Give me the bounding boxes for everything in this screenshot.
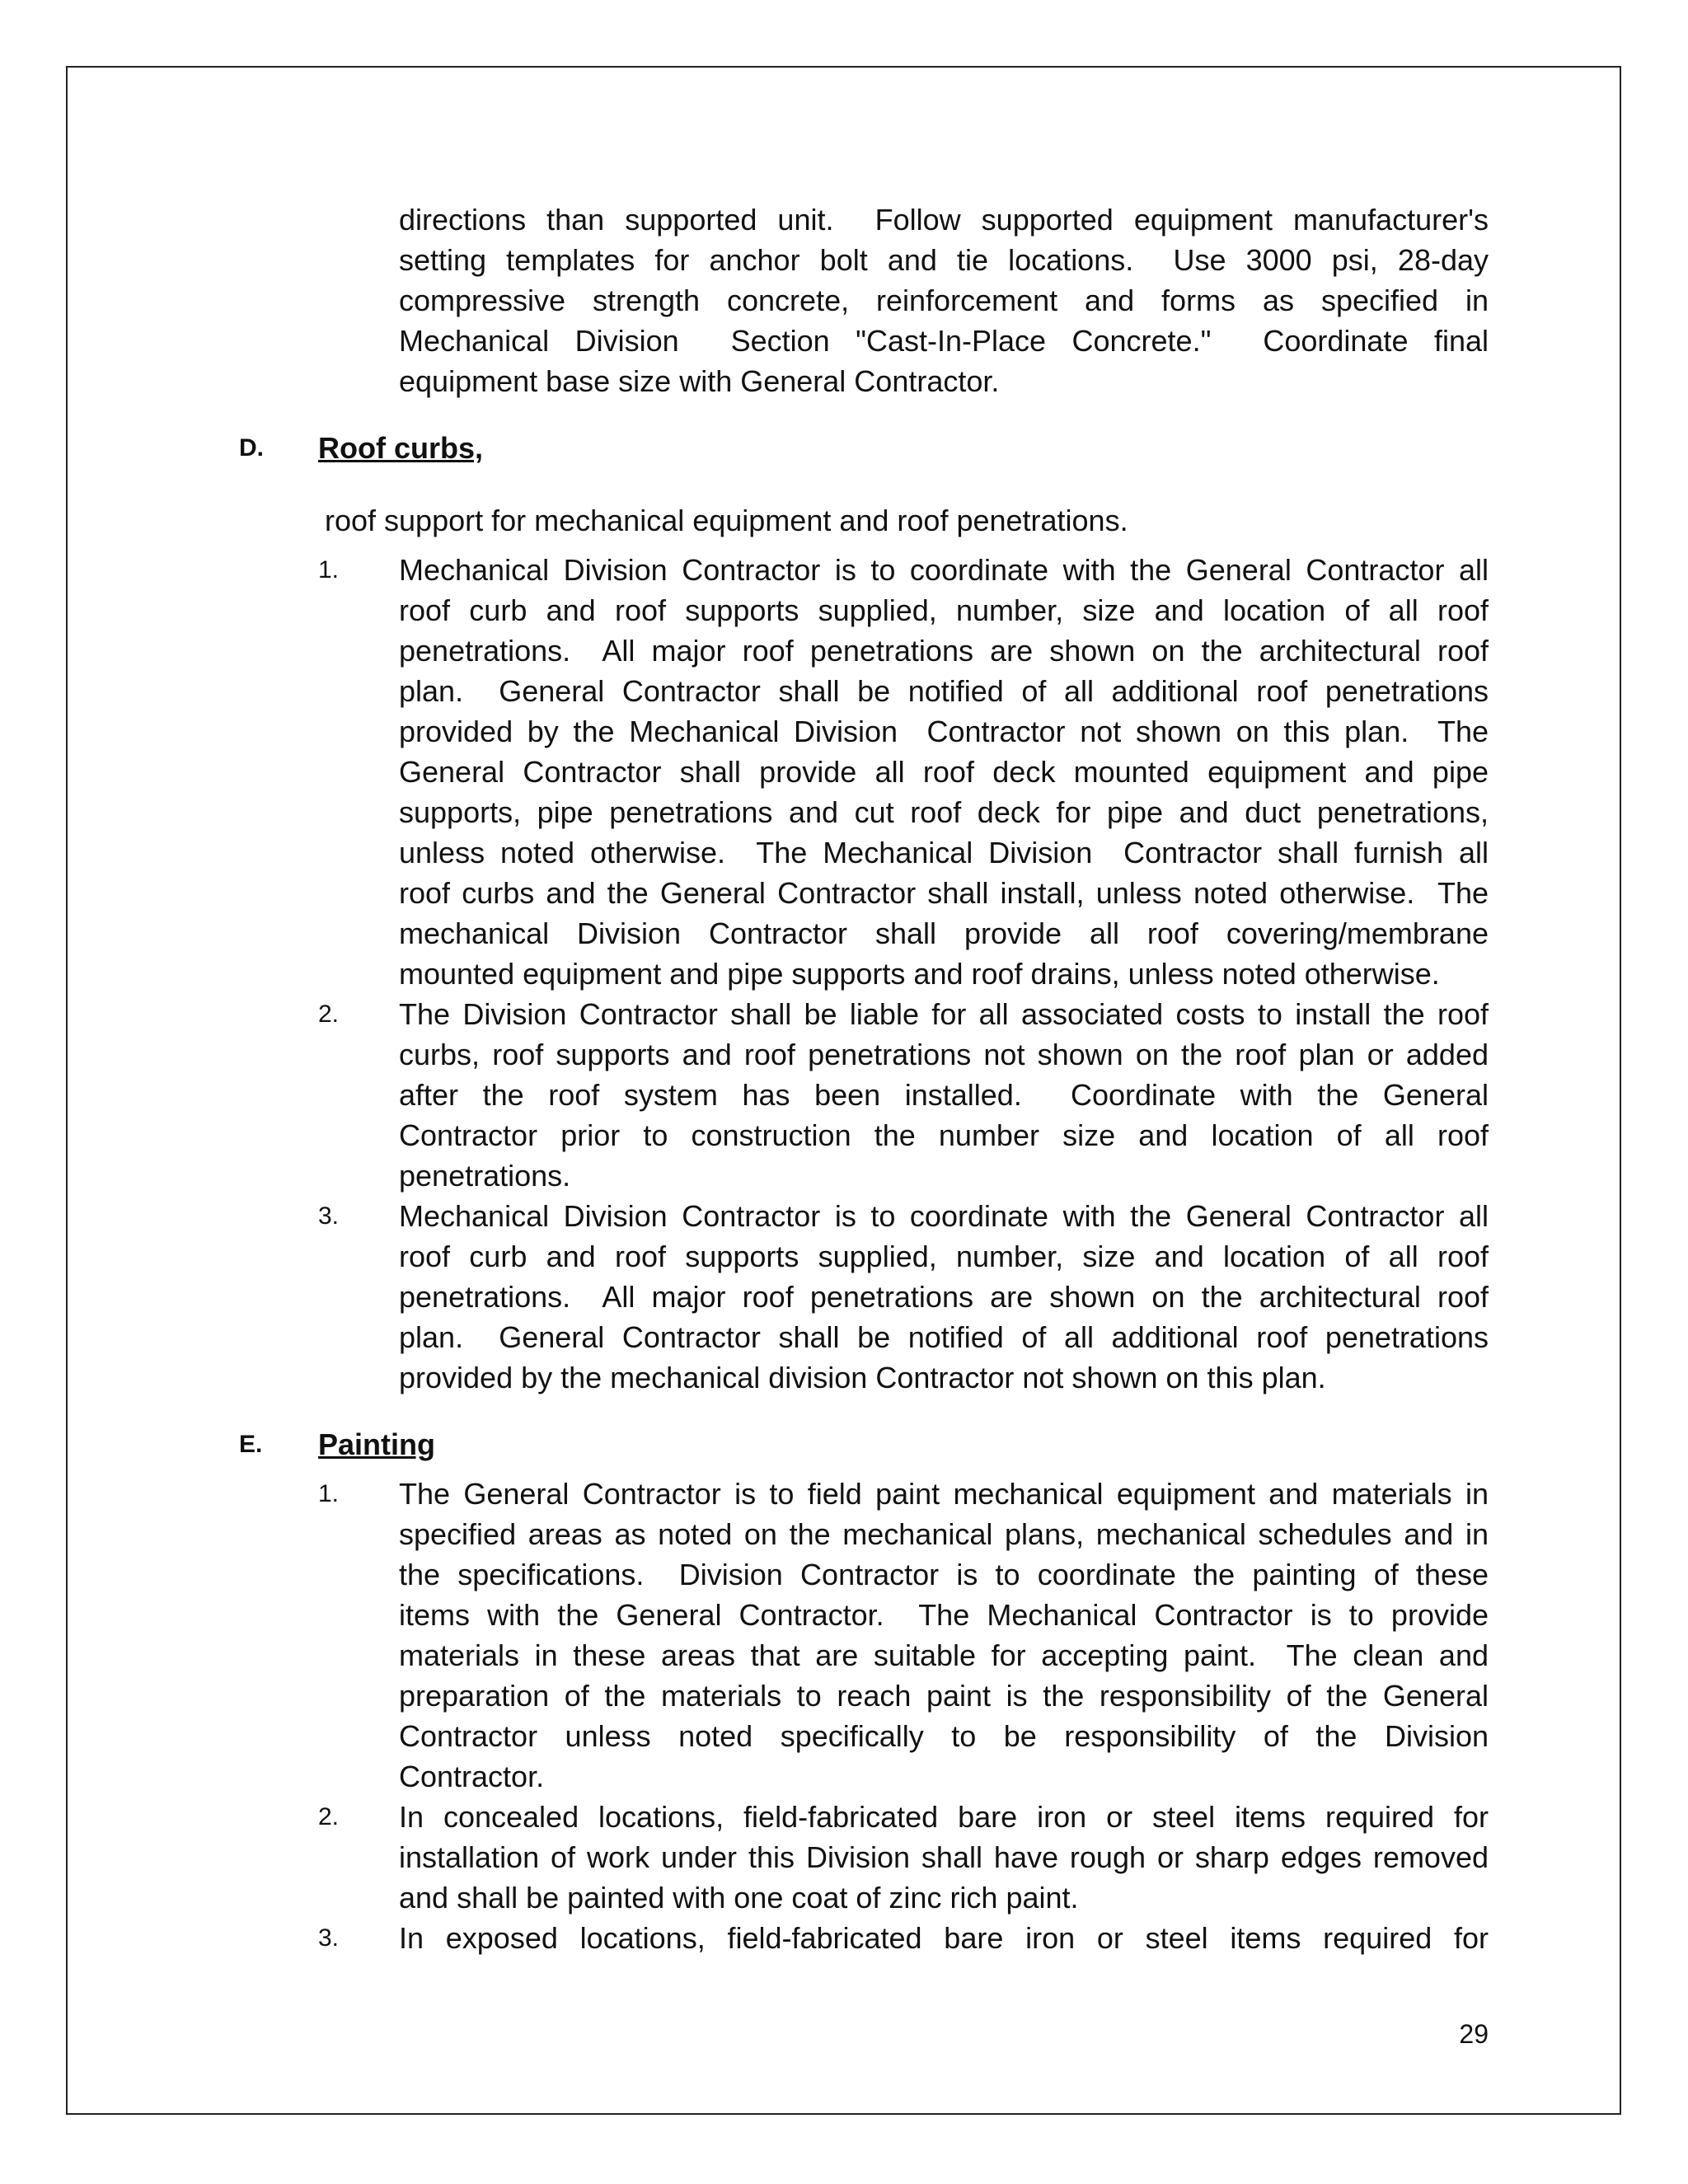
- text-line: installation of work under this Division shall have rough or sharp edges removed: [399, 1840, 1489, 1874]
- section-e-title: Painting: [318, 1427, 435, 1461]
- section-d-title: Roof curbs,: [318, 431, 484, 465]
- text-line: roof curb and roof supports supplied, number, size and location of all roof: [399, 593, 1489, 627]
- text-line: penetrations. All major roof penetrations are shown on the architectural roof: [399, 1280, 1489, 1314]
- text-line: roof curb and roof supports supplied, number, size and location of all roof: [399, 1240, 1489, 1273]
- text-line: after the roof system has been installed. Coordinate with the General: [399, 1078, 1489, 1112]
- text-line: General Contractor shall provide all roof deck mounted equipment and pipe: [399, 755, 1489, 789]
- text-line: The Division Contractor shall be liable for all associated costs to install the roof: [399, 997, 1489, 1031]
- text-line: penetrations.: [399, 1159, 571, 1193]
- text-line: specified areas as noted on the mechanical plans, mechanical schedules and in: [399, 1517, 1489, 1551]
- page-number: 29: [1459, 2019, 1489, 2049]
- item-number: 1.: [318, 556, 340, 583]
- text-line: provided by the mechanical division Contractor not shown on this plan.: [399, 1361, 1326, 1394]
- item-number: 2.: [318, 1803, 340, 1830]
- text-line: provided by the Mechanical Division Contractor not shown on this plan. The: [399, 715, 1489, 748]
- text-line: mechanical Division Contractor shall provide all roof covering/membrane: [399, 916, 1489, 950]
- text-line: Contractor.: [399, 1760, 545, 1793]
- text-line: plan. General Contractor shall be notified of all additional roof penetrations: [399, 674, 1489, 708]
- text-line: compressive strength concrete, reinforcement and forms as specified in: [399, 284, 1489, 317]
- text-line: Mechanical Division Contractor is to coordinate with the General Contractor all: [399, 1199, 1489, 1233]
- text-line: curbs, roof supports and roof penetrations not shown on the roof plan or added: [399, 1038, 1489, 1071]
- text-line: directions than supported unit. Follow supported equipment manufacturer's: [399, 203, 1489, 237]
- text-line: roof curbs and the General Contractor shall install, unless noted otherwise. The: [399, 876, 1489, 910]
- section-d-intro: roof support for mechanical equipment and roof penetrations.: [325, 504, 1128, 537]
- text-line: In concealed locations, field-fabricated bare iron or steel items required for: [399, 1800, 1489, 1834]
- item-number: 3.: [318, 1202, 340, 1230]
- text-line: and shall be painted with one coat of zinc rich paint.: [399, 1881, 1079, 1915]
- text-line: the specifications. Division Contractor is to coordinate the painting of these: [399, 1558, 1489, 1591]
- item-number: 3.: [318, 1924, 340, 1952]
- text-line: setting templates for anchor bolt and tie locations. Use 3000 psi, 28-day: [399, 243, 1489, 277]
- text-line: The General Contractor is to field paint mechanical equipment and materials in: [399, 1477, 1489, 1511]
- item-number: 1.: [318, 1480, 340, 1507]
- text-line: Contractor prior to construction the number size and location of all roof: [399, 1118, 1489, 1152]
- text-line: unless noted otherwise. The Mechanical Division Contractor shall furnish all: [399, 836, 1489, 869]
- text-line: Contractor unless noted specifically to be responsibility of the Division: [399, 1719, 1489, 1753]
- text-line: supports, pipe penetrations and cut roof deck for pipe and duct penetrations,: [399, 795, 1489, 829]
- text-line: plan. General Contractor shall be notified of all additional roof penetrations: [399, 1320, 1489, 1354]
- text-line: preparation of the materials to reach paint is the responsibility of the General: [399, 1679, 1489, 1713]
- section-e-letter: E.: [239, 1431, 263, 1458]
- text-line: In exposed locations, field-fabricated bare iron or steel items required for: [399, 1921, 1489, 1955]
- text-line: materials in these areas that are suitable for accepting paint. The clean and: [399, 1638, 1489, 1672]
- text-line: equipment base size with General Contractor.: [399, 364, 1000, 398]
- text-line: Mechanical Division Contractor is to coordinate with the General Contractor all: [399, 553, 1489, 587]
- text-line: Mechanical Division Section "Cast-In-Place Concrete." Coordinate final: [399, 324, 1489, 358]
- text-line: penetrations. All major roof penetrations are shown on the architectural roof: [399, 634, 1489, 668]
- item-number: 2.: [318, 1001, 340, 1028]
- section-d-letter: D.: [239, 434, 264, 462]
- text-line: mounted equipment and pipe supports and roof drains, unless noted otherwise.: [399, 957, 1440, 991]
- text-line: items with the General Contractor. The Mechanical Contractor is to provide: [399, 1598, 1489, 1632]
